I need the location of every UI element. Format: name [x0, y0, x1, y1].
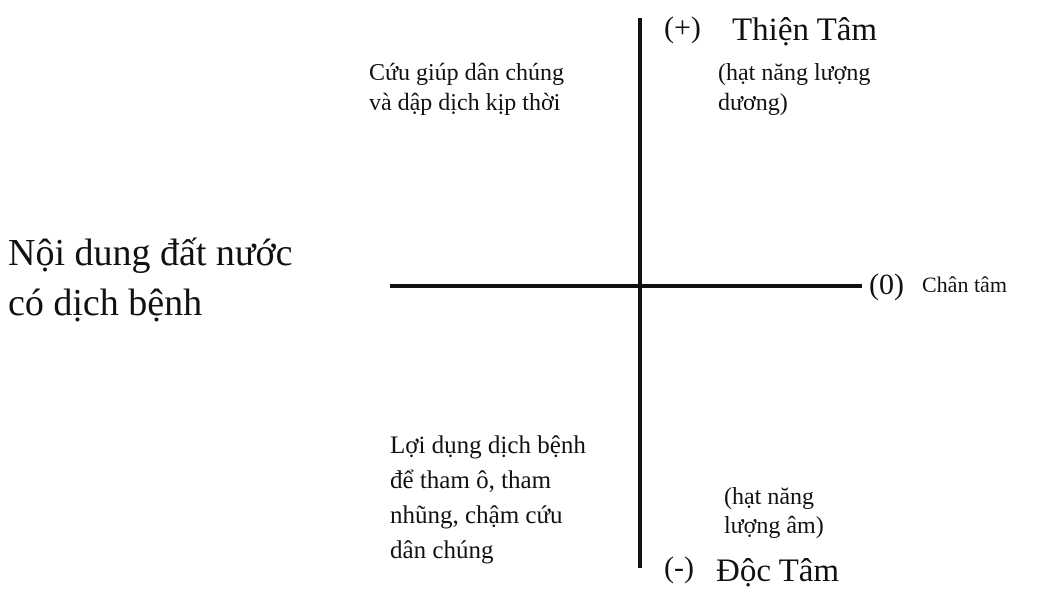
neutral-sign: (0)	[869, 268, 904, 301]
subject-label	[8, 228, 292, 328]
upper-left-line-2: và dập dịch kịp thời	[369, 90, 561, 116]
subject-line-1: Nội dung đất nước	[8, 232, 293, 274]
lower-left-line-1: Lợi dụng dịch bệnh	[390, 432, 586, 459]
negative-energy-line-1: (hạt năng	[724, 484, 814, 510]
positive-energy-line-2: dương)	[718, 90, 788, 116]
negative-energy-line-2: lượng âm)	[724, 513, 824, 539]
lower-left-line-2: để tham ô, tham	[390, 467, 552, 494]
vertical-axis	[638, 18, 642, 568]
subject-line-2: có dịch bệnh	[8, 282, 203, 324]
positive-energy-note	[718, 58, 918, 118]
lower-left-line-4: dân chúng	[390, 537, 494, 564]
negative-sign: (-)	[664, 551, 694, 584]
neutral-pole-label: Chân tâm	[922, 272, 1007, 297]
positive-sign: (+)	[664, 11, 701, 44]
positive-energy-line-1: (hạt năng lượng	[718, 60, 871, 86]
upper-left-note	[369, 58, 629, 118]
horizontal-axis	[390, 284, 862, 288]
positive-pole-label: Thiện Tâm	[732, 12, 878, 48]
negative-energy-note	[724, 483, 874, 541]
lower-left-line-3: nhũng, chậm cứu	[390, 502, 563, 529]
upper-left-line-1: Cứu giúp dân chúng	[369, 60, 564, 86]
lower-left-note	[390, 428, 630, 568]
negative-pole-label: Độc Tâm	[716, 553, 840, 589]
